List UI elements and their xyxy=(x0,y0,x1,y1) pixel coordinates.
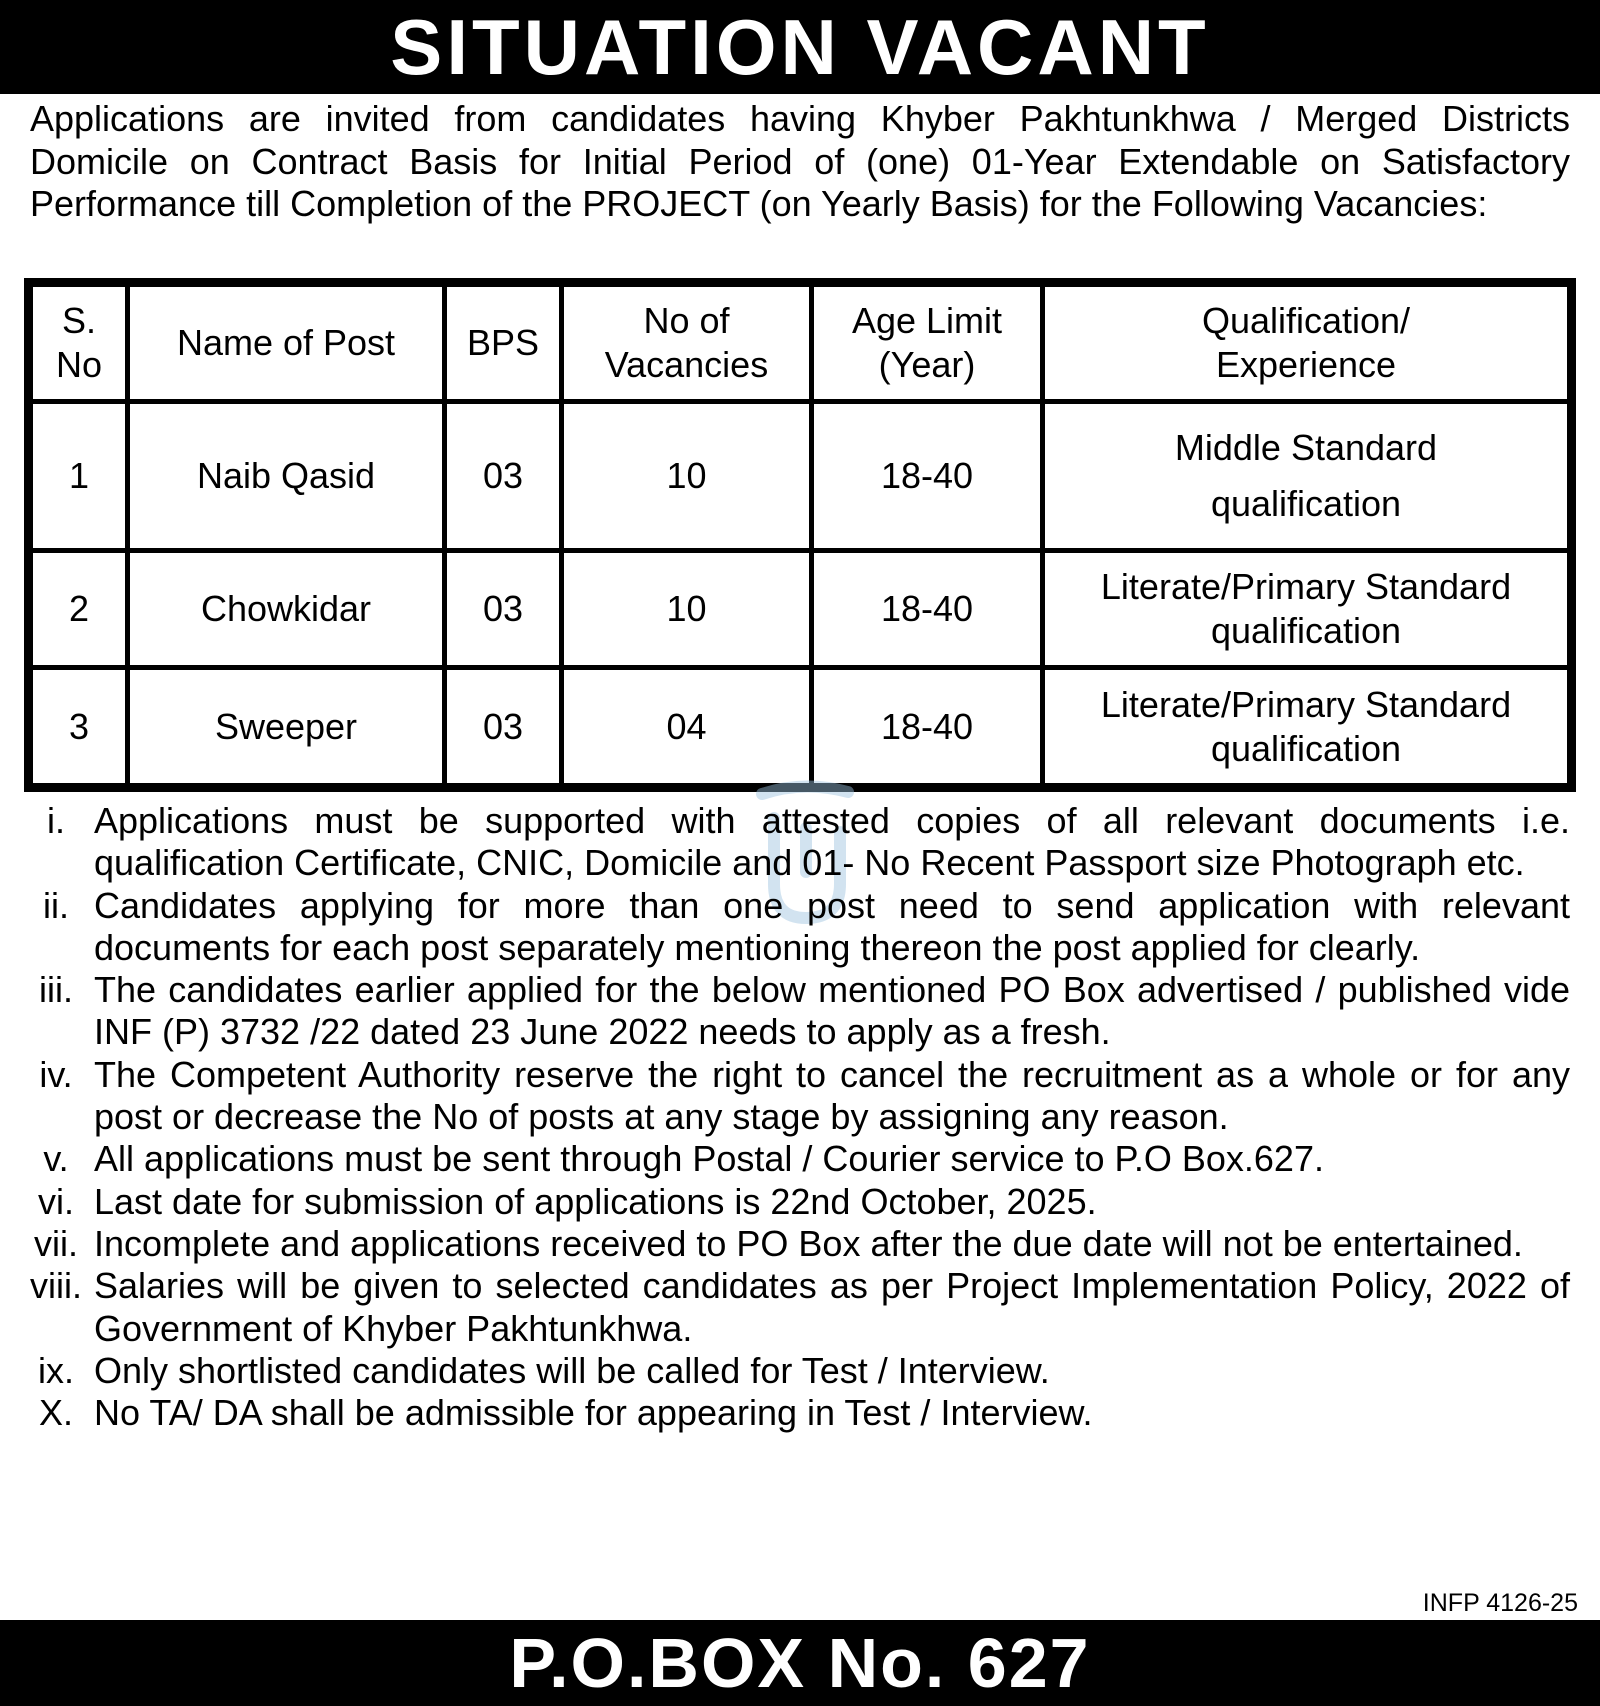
table-cell: 18-40 xyxy=(814,670,1040,783)
table-cell: 18-40 xyxy=(814,553,1040,666)
list-item-number: iv. xyxy=(39,1053,73,1095)
column-header: Name of Post xyxy=(130,287,442,399)
list-item xyxy=(18,1350,1570,1392)
list-item-text: The candidates earlier applied for the below mentioned PO Box advertised / published vide INF (P) 3732 /22 dated 23 June 2022 needs to apply as a fresh. xyxy=(94,969,1570,1053)
list-item-number: vii. xyxy=(34,1222,78,1264)
list-item-number: ii. xyxy=(43,884,69,926)
list-item xyxy=(18,800,1570,885)
list-item-number: X. xyxy=(38,1392,73,1434)
table-row xyxy=(33,553,1567,666)
table-cell: 03 xyxy=(447,670,559,783)
table-cell: 03 xyxy=(447,553,559,666)
column-header: Age Limit (Year) xyxy=(814,287,1040,399)
list-item xyxy=(18,969,1570,1054)
table-cell: 3 xyxy=(33,670,125,783)
list-item-text: The Competent Authority reserve the right to cancel the recruitment as a whole or for any post or decrease the No of posts at any stage by assigning any reason. xyxy=(94,1053,1570,1138)
list-item-text: No TA/ DA shall be admissible for appearing in Test / Interview. xyxy=(94,1392,1093,1434)
footer-banner xyxy=(0,1620,1600,1706)
list-item xyxy=(18,1181,1570,1223)
column-header: No of Vacancies xyxy=(564,287,809,399)
table-cell: 18-40 xyxy=(814,404,1040,548)
list-item-number: v. xyxy=(43,1138,69,1180)
list-item xyxy=(18,1392,1570,1434)
conditions-list xyxy=(18,800,1570,1434)
list-item-text: Only shortlisted candidates will be called for Test / Interview. xyxy=(94,1349,1050,1391)
table-cell: Sweeper xyxy=(130,670,442,783)
list-item xyxy=(18,1223,1570,1265)
table-cell: Chowkidar xyxy=(130,553,442,666)
list-item xyxy=(18,885,1570,970)
list-item-number: vi. xyxy=(38,1180,74,1222)
table-cell: Middle Standard qualification xyxy=(1045,404,1567,548)
column-header: S. No xyxy=(33,287,125,399)
list-item-text: Candidates applying for more than one post need to send application with relevant documents for each post separately mentioning thereon the post applied for clearly. xyxy=(94,884,1570,968)
list-item-text: Applications must be supported with attested copies of all relevant documents i.e. qualification Certificate, CNIC, Domicile and 01- No Recent Passport size Photograph etc. xyxy=(94,800,1570,884)
po-box-label: P.O.BOX No. 627 xyxy=(509,1624,1091,1702)
table-row xyxy=(33,404,1567,548)
column-header: Qualification/ Experience xyxy=(1045,287,1567,399)
page-title: SITUATION VACANT xyxy=(390,3,1210,91)
list-item xyxy=(18,1265,1570,1350)
vacancies-table xyxy=(24,278,1576,792)
list-item-text: Incomplete and applications received to PO Box after the due date will not be entertained. xyxy=(94,1222,1523,1264)
list-item-number: i. xyxy=(47,800,65,841)
table-cell: Naib Qasid xyxy=(130,404,442,548)
table-cell: 1 xyxy=(33,404,125,548)
list-item xyxy=(18,1054,1570,1139)
table-cell: Literate/Primary Standard qualification xyxy=(1045,553,1567,666)
table-cell: 2 xyxy=(33,553,125,666)
list-item-number: ix. xyxy=(38,1349,74,1391)
list-item-text: All applications must be sent through Postal / Courier service to P.O Box.627. xyxy=(94,1138,1324,1180)
list-item-text: Salaries will be given to selected candidates as per Project Implementation Policy, 2022 of Government of Khyber Pakhtunkhwa. xyxy=(94,1265,1570,1349)
table-cell: 03 xyxy=(447,404,559,548)
table-row xyxy=(33,670,1567,783)
list-item-text: Last date for submission of applications is 22nd October, 2025. xyxy=(94,1180,1097,1222)
intro-paragraph: Applications are invited from candidates having Khyber Pakhtunkhwa / Merged Districts Domicile on Contract Basis for Initial Period of (one) 01-Year Extendable on Satisfactory Performance till Completion of the PROJECT (on Yearly Basis) for the Following Vacancies: xyxy=(30,98,1570,224)
list-item-number: iii. xyxy=(39,969,73,1011)
table-cell: 10 xyxy=(564,553,809,666)
table-cell: 04 xyxy=(564,670,809,783)
reference-code: INFP 4126-25 xyxy=(1422,1589,1578,1617)
list-item xyxy=(18,1138,1570,1180)
table-cell: 10 xyxy=(564,404,809,548)
table-cell: Literate/Primary Standard qualification xyxy=(1045,670,1567,783)
column-header: BPS xyxy=(447,287,559,399)
title-banner xyxy=(0,0,1600,94)
table-header-row xyxy=(33,287,1567,399)
list-item-number: viii. xyxy=(30,1265,82,1307)
